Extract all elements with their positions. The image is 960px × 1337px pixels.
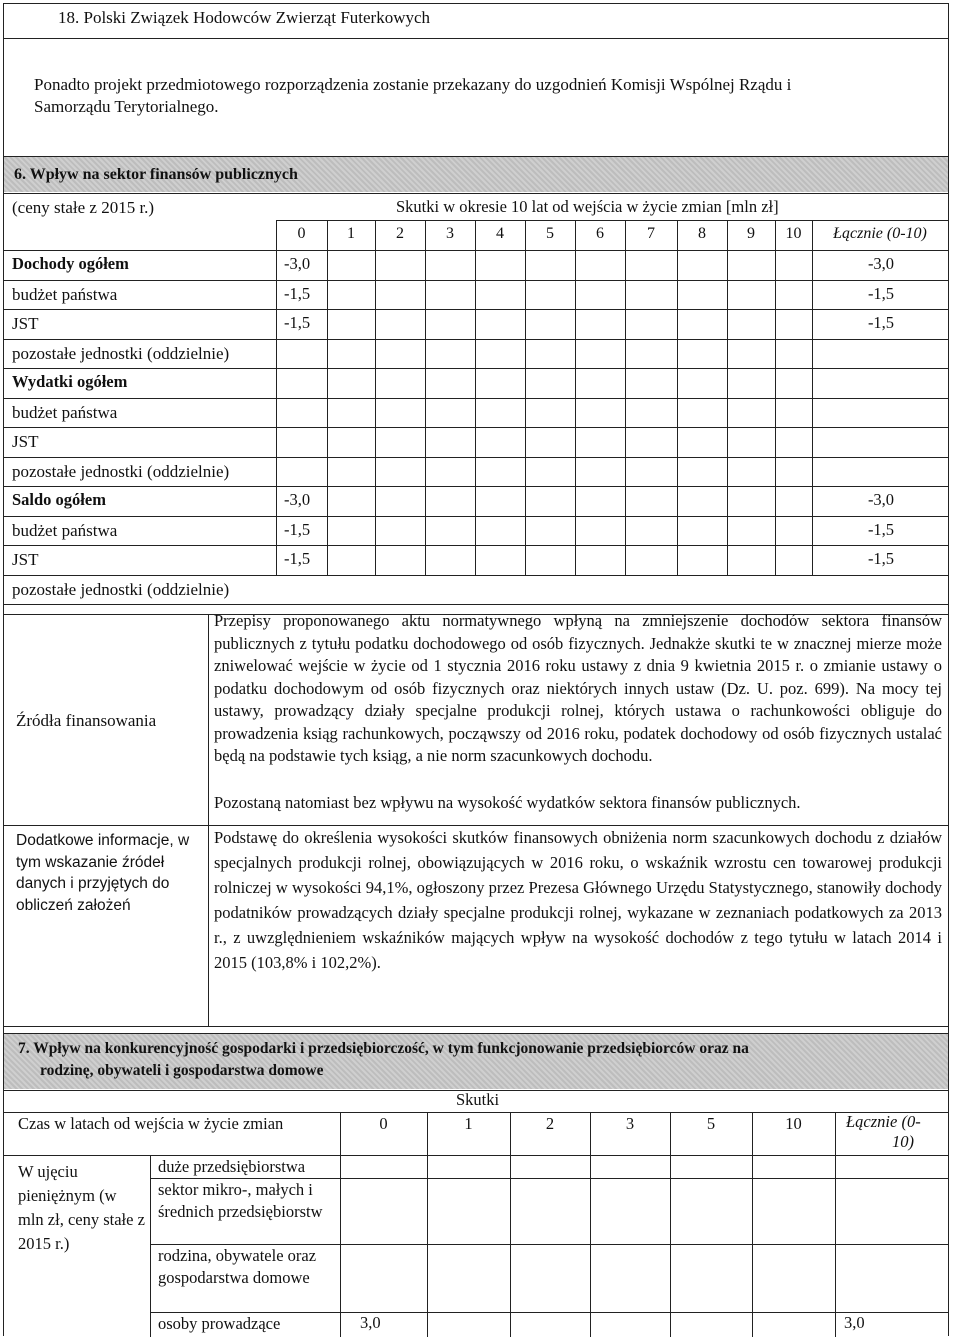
col-header: 1 (464, 1114, 473, 1133)
col-header: 8 (698, 225, 706, 242)
total-value: -3,0 (867, 254, 895, 273)
year-0-value: -1,5 (284, 520, 311, 539)
year-0-value: 3,0 (360, 1313, 381, 1332)
col-header: 9 (747, 225, 755, 242)
grid-line (340, 1112, 341, 1337)
section-6-title: 6. Wpływ na sektor finansów publicznych (14, 166, 298, 183)
row-label: JST (12, 550, 39, 569)
year-0-value: -1,5 (284, 284, 311, 303)
grid-line (3, 575, 949, 576)
section-7-title-line1: 7. Wpływ na konkurencyjność gospodarki i przedsiębiorczość, w tym funkcjonowanie przedsiębiorców oraz na (18, 1040, 749, 1057)
monetary-group-label: W ujęciu pieniężnym (w mln zł, ceny stałe z 2015 r.) (18, 1162, 145, 1253)
col-header: 5 (706, 1114, 716, 1133)
total-value: -1,5 (867, 313, 895, 332)
col-header: 0 (297, 225, 306, 242)
effects-header-7: Skutki (456, 1090, 500, 1109)
grid-line (3, 516, 949, 517)
grid-line (752, 1112, 753, 1337)
grid-line (276, 220, 949, 221)
grid-line (510, 1112, 511, 1337)
col-header: 0 (379, 1114, 388, 1133)
row-label: osoby prowadzące (158, 1314, 281, 1333)
row-label: sektor mikro-, małych i średnich przedsiębiorstw (158, 1180, 323, 1221)
consultation-note-line1: Ponadto projekt przedmiotowego rozporządzenia zostanie przekazany do uzgodnień Komisji Wspólnej Rządu i (34, 75, 792, 94)
col-header: 2 (396, 225, 404, 242)
grid-line (427, 1112, 428, 1337)
grid-line (3, 368, 949, 369)
grid-line (150, 1155, 151, 1337)
prices-label: (ceny stałe z 2015 r.) (12, 198, 155, 217)
row-label: pozostałe jednostki (oddzielnie) (12, 462, 230, 481)
total-value: -3,0 (867, 490, 895, 509)
grid-line (3, 486, 949, 487)
total-value: -1,5 (867, 520, 895, 539)
year-0-value: -1,5 (284, 549, 311, 568)
col-header: 1 (347, 225, 355, 242)
grid-line (590, 1112, 591, 1337)
grid-line (670, 1112, 671, 1337)
grid-line (3, 1155, 949, 1156)
row-label: JST (12, 314, 39, 333)
grid-line (3, 250, 949, 251)
col-header: 10 (785, 225, 802, 242)
total-value: -1,5 (867, 549, 895, 568)
grid-line (3, 545, 949, 546)
grid-line (3, 280, 949, 281)
grid-line (3, 398, 949, 399)
total-value: -1,5 (867, 284, 895, 303)
row-label: duże przedsiębiorstwa (158, 1157, 306, 1176)
grid-line (3, 427, 949, 428)
additional-info-text: Podstawę do określenia wysokości skutków finansowych obniżenia norm szacunkowych dochodu z działów specjalnych produkcji rolnej, obowiązujących w 2016 roku, o wskaźnik wzrostu cen towarowej produkcji rolniczej w wysokości 94,1%, ogłoszony przez Prezesa Głównego Urzędu Statystycznego, stanowiły dochody podatników prowadzących działy specjalne produkcji rolnej, wykazane w zeznaniach podatkowych za 2013 r., z uwzględnieniem wskaźników mających wpływ na wysokość dochodów z tego tytułu w latach 2014 i 2015 (103,8% i 102,2%). (214, 828, 942, 972)
col-header: 4 (496, 225, 504, 242)
row-label: JST (12, 432, 39, 451)
col-header: 5 (546, 225, 554, 242)
row-label: Saldo ogółem (12, 490, 106, 509)
col-header: 3 (625, 1114, 635, 1133)
sources-text: Przepisy proponowanego aktu normatywnego wpłyną na zmniejszenie dochodów sektora finansów publicznych z tytułu podatku dochodowego od osób fizycznych. Jednakże skutki te w znacznej mierze może zniwelować wejście w życie od 1 stycznia 2016 roku ustawy z dnia 9 kwietnia 2015 r. o zmianie ustawy o podatku dochodowym od osób fizycznych oraz niektórych innych ustaw (Dz. U. poz. 699). Na mocy tej ustawy, prowadzący działy specjalne produkcji rolnej, których ustawa o rachunkowości obliguje do prowadzenia ksiąg rachunkowych, począwszy od 2016 roku, podatek dochodowy od osób fizycznych ustalać będą na podstawie tych ksiąg, a nie norm szacunkowych dochodu. (214, 611, 942, 765)
consultation-note-line2: Samorządu Terytorialnego. (34, 97, 219, 116)
row-label: pozostałe jednostki (oddzielnie) (12, 580, 230, 599)
col-header: 2 (545, 1114, 555, 1133)
grid-line (3, 604, 949, 605)
row-label: Wydatki ogółem (12, 372, 128, 391)
additional-info-label: Dodatkowe informacje, w tym wskazanie źródeł danych i przyjętych do obliczeń założeń (16, 832, 190, 914)
col-header-total-line2: 10) (892, 1132, 914, 1151)
time-label: Czas w latach od wejścia w życie zmian (18, 1114, 284, 1133)
row-label: budżet państwa (12, 521, 118, 540)
col-header: 3 (446, 225, 454, 242)
sources-text-2: Pozostaną natomiast bez wpływu na wysokość wydatków sektora finansów publicznych. (214, 793, 801, 812)
total-value: 3,0 (844, 1313, 865, 1332)
year-0-value: -3,0 (284, 254, 311, 273)
grid-line (3, 309, 949, 310)
col-header-total-line1: Łącznie (0- (846, 1112, 921, 1131)
grid-line (3, 339, 949, 340)
col-header: 7 (647, 225, 655, 242)
grid-line (835, 1112, 836, 1337)
col-header: 10 (785, 1114, 802, 1133)
year-0-value: -3,0 (284, 490, 311, 509)
item-18-title: 18. Polski Związek Hodowców Zwierząt Futerkowych (58, 8, 431, 27)
row-label: budżet państwa (12, 285, 118, 304)
row-label: pozostałe jednostki (oddzielnie) (12, 344, 230, 363)
row-label: rodzina, obywatele oraz gospodarstwa domowe (158, 1246, 317, 1287)
col-header-total: Łącznie (0-10) (833, 225, 927, 242)
col-header: 6 (596, 225, 604, 242)
effects-header: Skutki w okresie 10 lat od wejścia w życie zmian [mln zł] (396, 197, 779, 216)
section-7-title-line2: rodzinę, obywateli i gospodarstwa domowe (40, 1062, 324, 1079)
row-label: Dochody ogółem (12, 254, 129, 273)
grid-line (3, 457, 949, 458)
row-label: budżet państwa (12, 403, 118, 422)
grid-line (3, 1112, 949, 1113)
year-0-value: -1,5 (284, 313, 311, 332)
sources-label: Źródła finansowania (16, 711, 157, 730)
